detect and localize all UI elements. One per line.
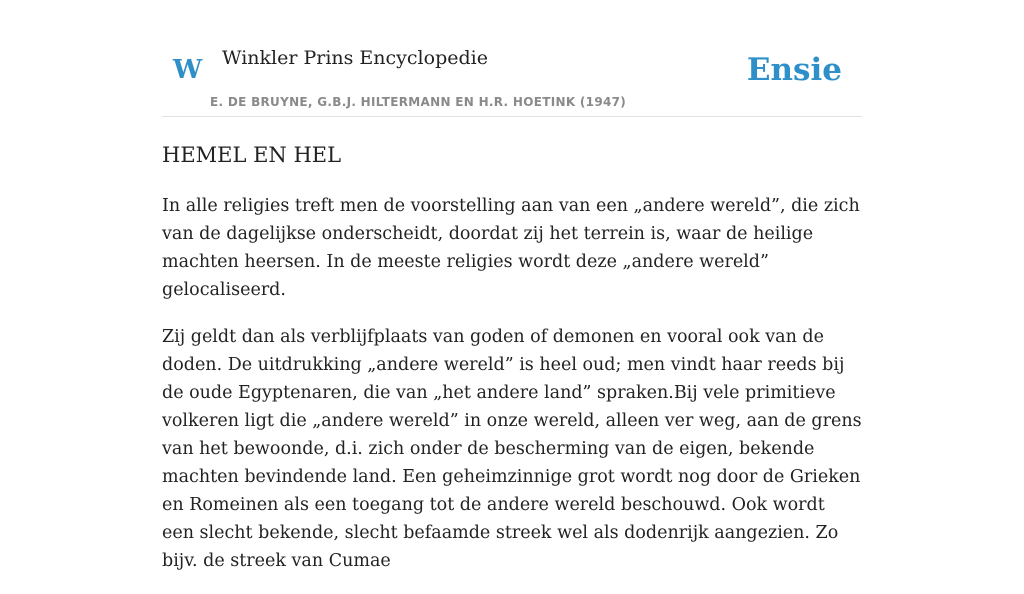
article-paragraph-1: In alle religies treft men de voorstelling aan van een „andere wereld”, die zich van de dagelijkse onderscheidt, doordat zij het terrein is, waar de heilige machten heersen. In de meeste religies wordt deze „andere wereld” gelocaliseerd. — [162, 196, 860, 300]
site-header — [162, 0, 862, 117]
article-title: HEMEL EN HEL — [162, 143, 342, 167]
ensie-logo[interactable]: Ensie — [746, 52, 842, 88]
publication-authors: E. DE BRUYNE, G.B.J. HILTERMANN EN H.R. HOETINK (1947) — [210, 95, 627, 109]
article-body — [162, 192, 862, 594]
article-paragraph-2: Zij geldt dan als verblijfplaats van goden of demonen en vooral ook van de doden. De uitdrukking „andere wereld” is heel oud; men vindt haar reeds bij de oude Egyptenaren, die van „het andere land” spraken.Bij vele primitieve volkeren ligt die „andere wereld” in onze wereld, alleen ver weg, aan de grens van het bewoonde, d.i. zich onder de bescherming van de eigen, bekende machten bevindende land. Een geheimzinnige grot wordt nog door de Grieken en Romeinen als een toegang tot de andere wereld beschouwd. Ook wordt een slecht bekende, slecht befaamde streek wel als dodenrijk aangezien. Zo bijv. de streek van Cumae — [162, 327, 862, 571]
winkler-prins-logo-icon[interactable]: W — [173, 55, 203, 85]
publication-title[interactable]: Winkler Prins Encyclopedie — [222, 47, 488, 69]
